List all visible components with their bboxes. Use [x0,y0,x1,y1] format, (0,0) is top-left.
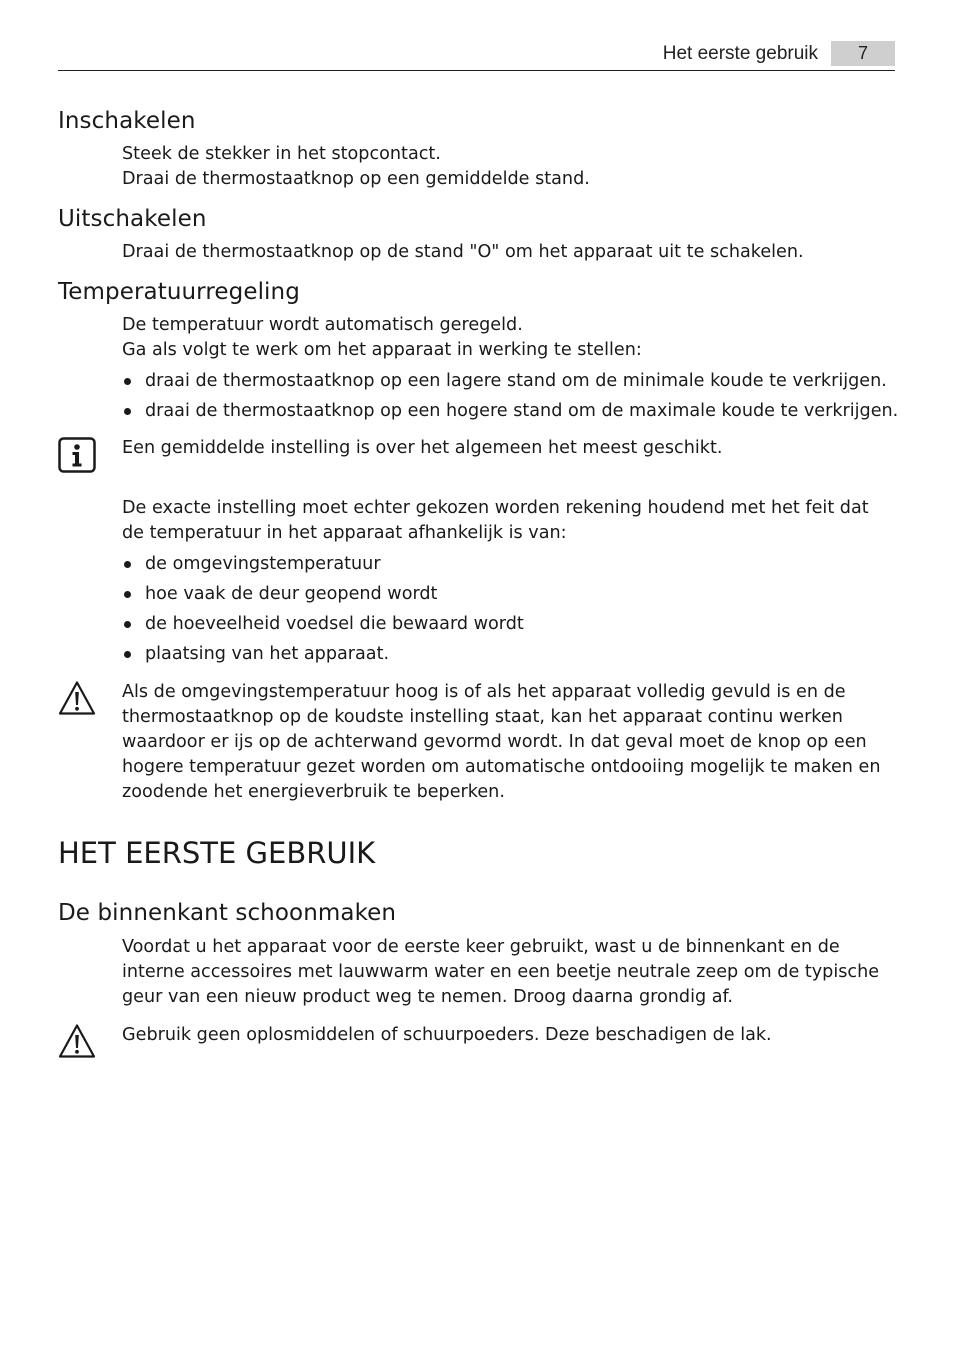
list-item [122,396,902,426]
list-item [122,366,902,396]
list-item-text: de omgevingstemperatuur [145,554,381,574]
heading-uitschakelen: Uitschakelen [58,206,207,232]
inschakelen-text [122,142,898,192]
bullet-icon [124,408,131,415]
temperatuurregeling-bullets [122,366,902,426]
list-item [122,639,902,669]
inschakelen-line: Draai de thermostaatknop op een gemiddelde stand. [122,169,590,189]
info-note-text: Een gemiddelde instelling is over het algemeen het meest geschikt. [122,438,723,458]
inschakelen-line: Steek de stekker in het stopcontact. [122,144,441,164]
bullet-icon [124,651,131,658]
uitschakelen-text [122,240,898,265]
info-icon [58,437,96,473]
temperatuurregeling-line: De temperatuur wordt automatisch geregeld. [122,315,523,335]
bullet-icon [124,561,131,568]
list-item [122,549,902,579]
page-title: HET EERSTE GEBRUIK [58,836,376,870]
list-item [122,609,902,639]
info-bullets [122,549,902,669]
uitschakelen-line: Draai de thermostaatknop op de stand "O" om het apparaat uit te schakelen. [122,242,804,262]
list-item-text: de hoeveelheid voedsel die bewaard wordt [145,614,524,634]
heading-inschakelen: Inschakelen [58,108,196,134]
header-divider [58,70,895,71]
temperatuurregeling-text [122,313,898,363]
warning-text: Gebruik geen oplosmiddelen of schuurpoeders. Deze beschadigen de lak. [122,1025,772,1045]
bullet-icon [124,621,131,628]
running-header-title: Het eerste gebruik [662,43,818,64]
schoonmaken-paragraph: Voordat u het apparaat voor de eerste keer gebruikt, wast u de binnenkant en de interne accessoires met lauwwarm water en een beetje neutrale zeep om de typische geur van een nieuw product weg te nemen. Droog daarna grondig af. [122,937,880,1007]
list-item-text: draai de thermostaatknop op een hogere stand om de maximale koude te verkrijgen. [145,401,899,421]
heading-binnenkant-schoonmaken: De binnenkant schoonmaken [58,900,397,926]
warning-icon [58,1023,96,1059]
list-item [122,579,902,609]
heading-temperatuurregeling: Temperatuurregeling [58,279,300,305]
list-item-text: draai de thermostaatknop op een lagere stand om de minimale koude te verkrijgen. [145,371,887,391]
list-item-text: plaatsing van het apparaat. [145,644,390,664]
bullet-icon [124,378,131,385]
page-number: 7 [831,41,895,66]
info-paragraph: De exacte instelling moet echter gekozen worden rekening houdend met het feit dat de temperatuur in het apparaat afhankelijk is van: [122,498,869,543]
warning-text: Als de omgevingstemperatuur hoog is of als het apparaat volledig gevuld is en de thermostaatknop op de koudste instelling staat, kan het apparaat continu werken waardoor er ijs op de achterwand gevormd wordt. In dat geval moet de knop op een hogere temperatuur gezet worden om automatische ontdooiing mogelijk te maken en zoodende het energieverbruik te beperken. [122,682,881,802]
temperatuurregeling-line: Ga als volgt te werk om het apparaat in werking te stellen: [122,340,642,360]
list-item-text: hoe vaak de deur geopend wordt [145,584,438,604]
warning-icon [58,680,96,716]
bullet-icon [124,591,131,598]
